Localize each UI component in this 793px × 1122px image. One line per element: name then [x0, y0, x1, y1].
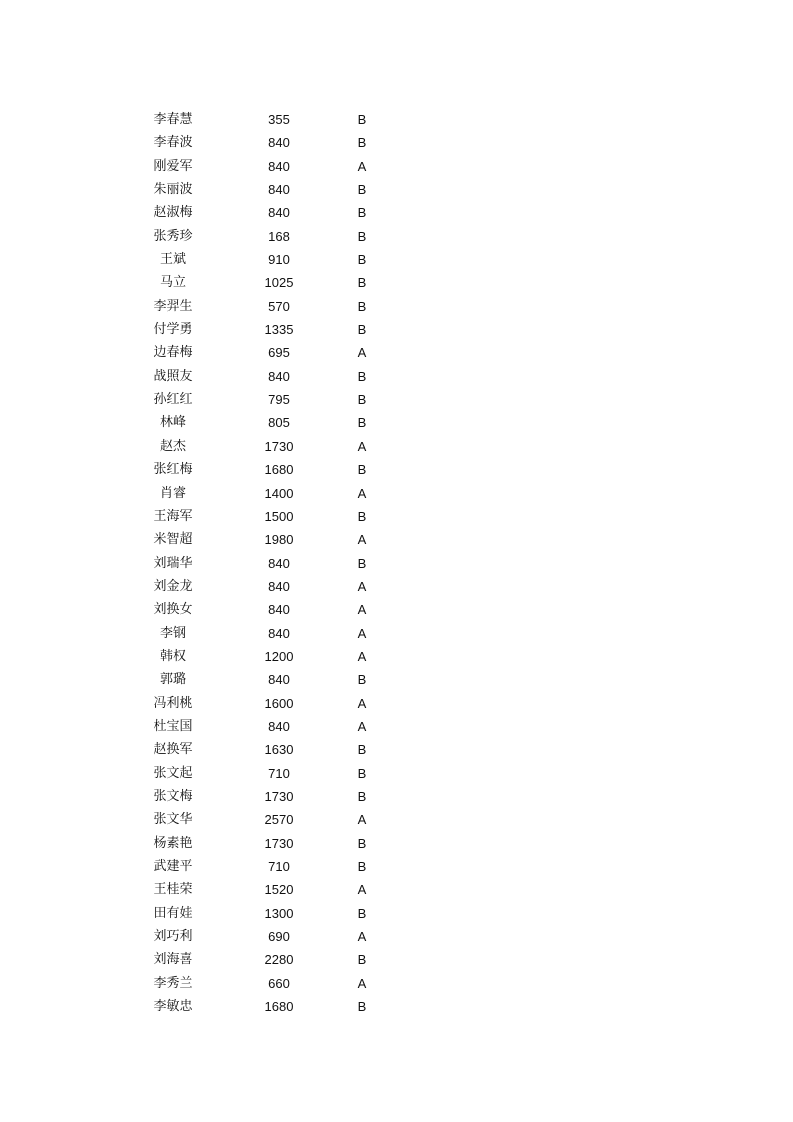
- value-cell: 1400: [264, 485, 294, 501]
- value-cell: 840: [268, 578, 290, 594]
- name-cell: 张红梅: [153, 462, 193, 478]
- table-row: [148, 902, 388, 925]
- value-cell: 840: [268, 368, 290, 384]
- grade-cell: B: [357, 952, 367, 968]
- name-cell: 刘换女: [153, 602, 193, 618]
- name-cell: 刘瑞华: [153, 555, 193, 571]
- grade-cell: B: [357, 672, 367, 688]
- value-cell: 910: [268, 252, 290, 268]
- grade-cell: B: [357, 999, 367, 1015]
- value-cell: 1335: [264, 322, 294, 338]
- value-cell: 1200: [264, 648, 294, 664]
- value-cell: 710: [268, 859, 290, 874]
- grade-cell: B: [357, 415, 367, 431]
- value-cell: 168: [268, 228, 290, 244]
- table-row: [148, 715, 388, 738]
- table-row: [148, 318, 388, 341]
- name-cell: 李春波: [153, 135, 193, 151]
- table-row: [148, 598, 388, 621]
- value-cell: 1025: [264, 275, 294, 291]
- table-row: [148, 178, 388, 201]
- table-row: [148, 528, 388, 551]
- name-cell: 马立: [159, 275, 186, 291]
- name-cell: 韩权: [159, 648, 186, 664]
- value-cell: 840: [268, 602, 290, 618]
- table-row: [148, 622, 388, 645]
- value-cell: 840: [268, 555, 290, 571]
- value-cell: 1300: [264, 905, 294, 921]
- table-row: [148, 738, 388, 761]
- value-cell: 710: [268, 765, 290, 781]
- grade-cell: B: [357, 205, 367, 221]
- grade-cell: B: [357, 392, 367, 408]
- name-cell: 杜宝国: [153, 718, 193, 734]
- table-row: [148, 341, 388, 364]
- table-row: [148, 995, 388, 1018]
- value-cell: 840: [268, 672, 290, 688]
- table-row: [148, 155, 388, 178]
- name-cell: 付学勇: [153, 322, 193, 338]
- name-cell: 张文起: [153, 765, 193, 781]
- name-cell: 赵淑梅: [153, 205, 193, 221]
- name-cell: 刘巧利: [153, 929, 193, 945]
- grade-cell: A: [357, 718, 367, 734]
- table-row: [148, 271, 388, 294]
- grade-cell: B: [357, 135, 367, 151]
- value-cell: 1600: [264, 695, 294, 711]
- value-cell: 840: [268, 718, 290, 734]
- grade-cell: B: [357, 742, 367, 758]
- grade-cell: A: [357, 975, 367, 991]
- grade-cell: B: [357, 112, 367, 127]
- grade-cell: A: [357, 345, 367, 361]
- value-cell: 355: [268, 112, 290, 127]
- value-cell: 805: [268, 415, 290, 431]
- grade-cell: A: [357, 929, 367, 945]
- table-row: [148, 785, 388, 808]
- value-cell: 2280: [264, 952, 294, 968]
- grade-cell: B: [357, 298, 367, 314]
- table-row: [148, 505, 388, 528]
- name-cell: 张文华: [153, 812, 193, 828]
- table-row: [148, 972, 388, 995]
- grade-cell: A: [357, 602, 367, 618]
- value-cell: 840: [268, 182, 290, 198]
- value-cell: 1500: [264, 508, 294, 524]
- grade-cell: B: [357, 322, 367, 338]
- value-cell: 840: [268, 135, 290, 151]
- grade-cell: B: [357, 859, 367, 874]
- table-row: [148, 388, 388, 411]
- table-row: [148, 808, 388, 831]
- grade-cell: A: [357, 485, 367, 501]
- name-cell: 武建平: [153, 859, 193, 874]
- table-row: [148, 458, 388, 481]
- value-cell: 1980: [264, 532, 294, 548]
- table-row: [148, 668, 388, 691]
- name-cell: 战照友: [153, 368, 193, 384]
- name-cell: 刘海喜: [153, 952, 193, 968]
- value-cell: 660: [268, 975, 290, 991]
- name-cell: 李秀兰: [153, 975, 193, 991]
- grade-cell: B: [357, 252, 367, 268]
- name-cell: 张文梅: [153, 788, 193, 804]
- name-cell: 冯利桃: [153, 695, 193, 711]
- name-cell: 田有娃: [153, 905, 193, 921]
- name-cell: 李敏忠: [153, 999, 193, 1015]
- grade-cell: A: [357, 532, 367, 548]
- grade-cell: B: [357, 765, 367, 781]
- table-row: [148, 411, 388, 434]
- value-cell: 1730: [264, 835, 294, 851]
- name-cell: 米智超: [153, 532, 193, 548]
- value-cell: 795: [268, 392, 290, 408]
- data-table: [148, 108, 388, 1018]
- table-row: [148, 925, 388, 948]
- grade-cell: A: [357, 158, 367, 174]
- grade-cell: A: [357, 882, 367, 898]
- grade-cell: A: [357, 438, 367, 454]
- grade-cell: B: [357, 275, 367, 291]
- name-cell: 孙红红: [153, 392, 193, 408]
- value-cell: 840: [268, 205, 290, 221]
- table-row: [148, 575, 388, 598]
- value-cell: 840: [268, 158, 290, 174]
- grade-cell: A: [357, 648, 367, 664]
- grade-cell: B: [357, 182, 367, 198]
- table-row: [148, 692, 388, 715]
- value-cell: 695: [268, 345, 290, 361]
- name-cell: 王桂荣: [153, 882, 193, 898]
- name-cell: 林峰: [159, 415, 186, 431]
- value-cell: 840: [268, 625, 290, 641]
- table-row: [148, 248, 388, 271]
- name-cell: 赵杰: [159, 438, 186, 454]
- name-cell: 张秀珍: [153, 228, 193, 244]
- table-row: [148, 295, 388, 318]
- value-cell: 1730: [264, 438, 294, 454]
- name-cell: 李钢: [159, 625, 186, 641]
- name-cell: 朱丽波: [153, 182, 193, 198]
- grade-cell: B: [357, 835, 367, 851]
- name-cell: 边春梅: [153, 345, 193, 361]
- name-cell: 李羿生: [153, 298, 193, 314]
- grade-cell: A: [357, 578, 367, 594]
- value-cell: 1520: [264, 882, 294, 898]
- table-row: [148, 131, 388, 154]
- table-row: [148, 225, 388, 248]
- value-cell: 1680: [264, 999, 294, 1015]
- grade-cell: A: [357, 625, 367, 641]
- value-cell: 1680: [264, 462, 294, 478]
- grade-cell: B: [357, 462, 367, 478]
- table-row: [148, 855, 388, 878]
- name-cell: 赵换军: [153, 742, 193, 758]
- table-row: [148, 645, 388, 668]
- name-cell: 肖睿: [159, 485, 186, 501]
- grade-cell: B: [357, 555, 367, 571]
- grade-cell: A: [357, 695, 367, 711]
- name-cell: 王斌: [159, 252, 186, 268]
- value-cell: 1730: [264, 788, 294, 804]
- name-cell: 王海军: [153, 508, 193, 524]
- table-row: [148, 552, 388, 575]
- grade-cell: A: [357, 812, 367, 828]
- table-row: [148, 435, 388, 458]
- value-cell: 690: [268, 929, 290, 945]
- grade-cell: B: [357, 905, 367, 921]
- name-cell: 刘金龙: [153, 578, 193, 594]
- grade-cell: B: [357, 788, 367, 804]
- name-cell: 刚爱军: [153, 158, 193, 174]
- grade-cell: B: [357, 368, 367, 384]
- value-cell: 2570: [264, 812, 294, 828]
- grade-cell: B: [357, 228, 367, 244]
- table-row: [148, 948, 388, 971]
- value-cell: 1630: [264, 742, 294, 758]
- table-row: [148, 762, 388, 785]
- table-row: [148, 365, 388, 388]
- table-row: [148, 878, 388, 901]
- name-cell: 郭璐: [159, 672, 186, 688]
- table-row: [148, 832, 388, 855]
- grade-cell: B: [357, 508, 367, 524]
- name-cell: 李春慧: [153, 112, 193, 127]
- name-cell: 杨素艳: [153, 835, 193, 851]
- value-cell: 570: [268, 298, 290, 314]
- table-row: [148, 201, 388, 224]
- table-row: [148, 482, 388, 505]
- table-row: [148, 108, 388, 131]
